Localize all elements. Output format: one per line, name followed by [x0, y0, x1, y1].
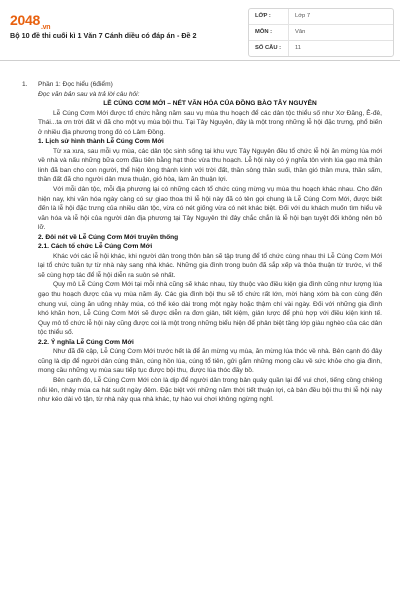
question-body: [38, 80, 382, 405]
paragraph: Như đã đề cập, Lễ Cúng Cơm Mới trước hết là để ăn mừng vụ mùa, ăn mừng lúa thóc về nhà. Bên cạnh đó đây cũng là dịp để người dân cúng thần, cúng hồn lúa, cúng tổ tiên, gửi gắm những mong cầu về sức khỏe cho gia đình, mong cầu những vụ mùa sau tiếp tục được bội thu, được lúa thóc đầy bồ.: [38, 348, 382, 375]
paragraph: Từ xa xưa, sau mỗi vụ mùa, các dân tộc sinh sống tại khu vực Tây Nguyên đều tổ chức lễ hội ăn mừng lúa mới về nhà và nấu những bữa cơm đầu tiên bằng hạt thóc vừa thu hoạch. Lễ hội này có ý nghĩa tôn vinh lúa gạo mà thần linh đã ban cho con người, thể hiện lòng thành kính với trời đất, thần sông thần suối, thần gió thần mưa, thần sấm, thần đất đã cho người dân mưa thuận, gió hòa, làm ăn thuận lợi.: [38, 147, 382, 184]
logo-text: 2048: [10, 12, 40, 28]
passage-title: LỄ CÚNG CƠM MỚI – NÉT VĂN HÓA CỦA ĐỒNG BÀO TÂY NGUYÊN: [103, 100, 317, 108]
page-header: [0, 0, 400, 61]
meta-row-subject: [249, 24, 393, 40]
question-number: 1.: [22, 81, 28, 88]
meta-label: MÔN :: [249, 25, 289, 40]
paragraph: Khác với các lễ hội khác, khi người dân trong thôn bản sẽ tập trung để tổ chức cùng nhau thì Lễ Cúng Cơm Mới lại tổ chức tuần tự từ nhà này sang nhà khác. Những gia đình trong buôn đã sắp xếp và thỏa thuận từ trước, vì thế sẽ cùng hợp tác để lễ hội diễn ra suôn sẻ nhất.: [38, 252, 382, 279]
paragraph: Bên cạnh đó, Lễ Cúng Cơm Mới còn là dịp để người dân trong bản quây quần lại để vui chơi, tiếng cồng chiêng nổi lên, nhảy múa ca hát suốt ngày đêm. Đặc biệt với những năm thời tiết thuận lợi, cả bản đều bội thu thì lễ hội này như kéo dài vô tận, từ nhà này qua nhà khác, tự hào vui chơi không ngừng nghỉ.: [38, 376, 382, 404]
meta-label: SỐ CÂU :: [249, 41, 289, 56]
subsection-heading: 2.1. Cách tổ chức Lễ Cúng Cơm Mới: [38, 243, 153, 251]
meta-value: 11: [295, 45, 302, 51]
meta-value: Văn: [295, 29, 306, 35]
instruction-text: Đọc văn bản sau và trả lời câu hỏi:: [38, 90, 140, 98]
section-heading: 2. Đôi nét về Lễ Cúng Cơm Mới truyền thống: [38, 233, 179, 241]
meta-row-class: [249, 9, 393, 24]
section-heading: 1. Lịch sử hình thành Lễ Cúng Cơm Mới: [38, 138, 164, 146]
paragraph: Với mỗi dân tộc, mỗi địa phương lại có những cách tổ chức cúng mừng vụ mùa thu hoạch khác nhau. Cho đến hiện nay, khi văn hóa ngày càng có sự giao thoa thì lễ hội này đã có tên gọi chung là Lễ Cúng Cơm Mới, được biết đến là lễ hội đặc trưng của nhiều dân tộc, vừa có nét giống vừa có nét khác biệt. Đối với du khách muốn tìm hiểu về văn hóa và lễ hội của người dân địa phương tại Tây Nguyên thì đây chắc chắn là lễ hội bạn tuyệt đối không nên bỏ lỡ.: [38, 186, 382, 232]
meta-label: LỚP :: [249, 9, 289, 24]
part-heading: Phần 1: Đọc hiểu (6điểm): [38, 81, 113, 88]
intro-paragraph: Lễ Cúng Cơm Mới được tổ chức hằng năm sau vụ mùa thu hoạch để các dân tộc thiểu số như Xơ Đăng, Ê-đê, Thái...ta ơn trời đất vì đã cho một vụ mùa bội thu. Tại Tây Nguyên, đây là một trong những lễ hội đặc trưng, phổ biến ở nhiều địa phương trong đó có Lâm Đồng.: [38, 109, 382, 136]
logo-tld: .vn: [40, 23, 51, 31]
paragraph: Quy mô Lễ Cúng Cơm Mới tại mỗi nhà cũng sẽ khác nhau, tùy thuộc vào điều kiện gia đình cũng như lượng lúa gạo thu hoạch được của vụ mùa năm ấy. Các gia đình bội thu sẽ tổ chức rất lớn, mời hàng xóm bà con cùng đến chung vui, cùng ăn uống nhảy múa, có thể kéo dài trong một ngày hoặc thậm chí vài ngày. Đối với những gia đình khó khăn hơn, Lễ Cúng Cơm Mới sẽ được diễn ra đơn giản, tiết kiệm, giản lược để phù hợp với điều kiện kinh tế. Quy mô tổ chức lễ hội này cũng được coi là một trong những biểu hiện để phân biệt tầng lớp giàu nghèo của các dân tộc thiểu số.: [38, 281, 382, 337]
meta-row-count: [249, 40, 393, 56]
document-title: Bộ 10 đề thi cuối kì 1 Văn 7 Cánh diều có đáp án - Đề 2: [10, 31, 197, 40]
site-logo[interactable]: [10, 12, 50, 31]
meta-value: Lớp 7: [295, 13, 311, 19]
meta-info-box: [248, 8, 394, 57]
subsection-heading: 2.2. Ý nghĩa Lễ Cúng Cơm Mới: [38, 338, 134, 346]
